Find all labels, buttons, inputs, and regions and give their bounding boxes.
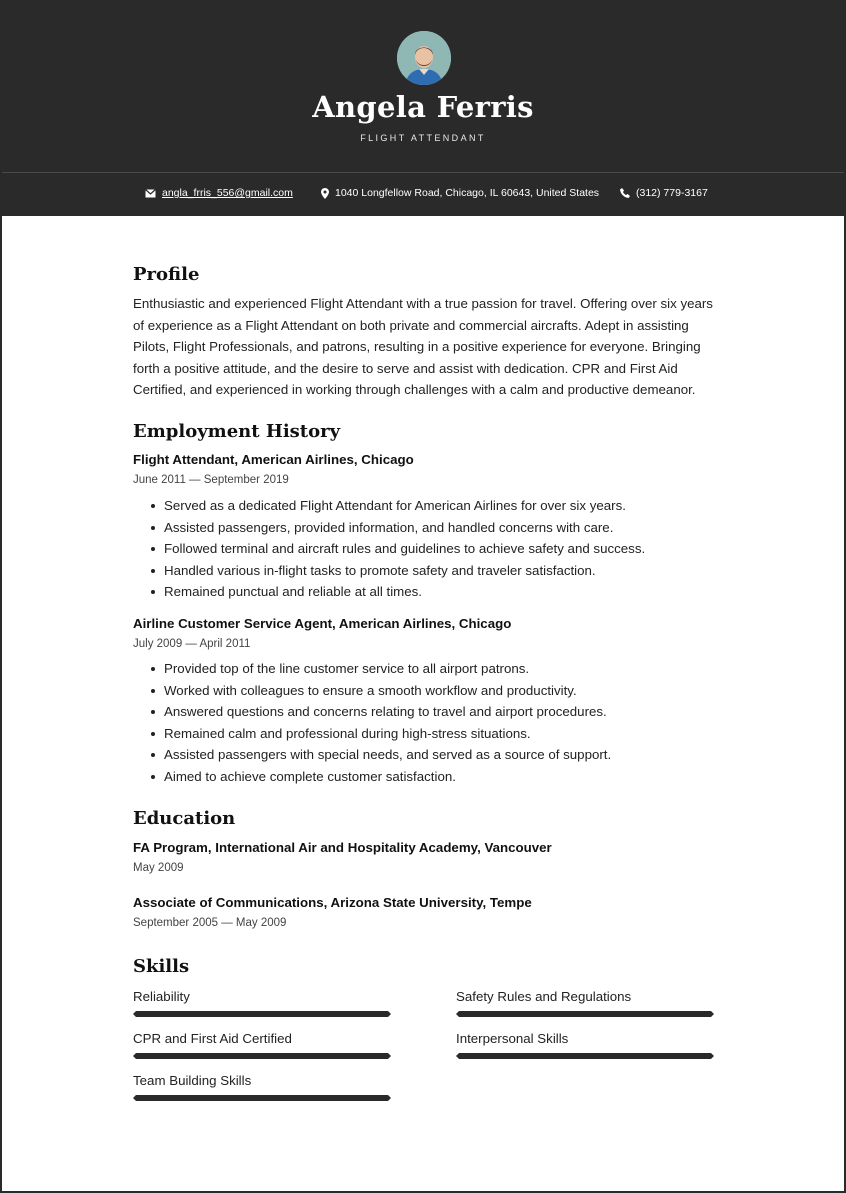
skill-item [456, 989, 714, 1017]
education-heading: Education [133, 808, 236, 829]
education-title: Associate of Communications, Arizona State University, Tempe [133, 895, 532, 910]
profile-line: Enthusiastic and experienced Flight Attendant with a true passion for travel. Offering over six years [133, 296, 713, 311]
skills-heading: Skills [133, 956, 190, 977]
profile-text [133, 293, 723, 401]
contact-address [321, 187, 599, 199]
address-text: 1040 Longfellow Road, Chicago, IL 60643, United States [335, 187, 600, 199]
profile-line: forth a positive attitude, and the desire to serve and assist with dedication. CPR and First Aid [133, 360, 678, 376]
avatar [397, 31, 451, 85]
skill-label: Safety Rules and Regulations [456, 989, 632, 1004]
list-item: Remained calm and professional during high-stress situations. [133, 723, 611, 745]
list-item: Served as a dedicated Flight Attendant for American Airlines for over six years. [133, 495, 645, 517]
skill-label: CPR and First Aid Certified [133, 1031, 292, 1046]
skill-item [133, 989, 391, 1017]
skill-level-bar [456, 1053, 714, 1059]
contact-bar [2, 172, 844, 216]
candidate-title: FLIGHT ATTENDANT [360, 133, 486, 143]
skill-item [133, 1073, 391, 1101]
list-item: Answered questions and concerns relating to travel and airport procedures. [133, 701, 611, 723]
skill-item [133, 1031, 391, 1059]
list-item: Followed terminal and aircraft rules and guidelines to achieve safety and success. [133, 538, 645, 560]
education-dates: September 2005 — May 2009 [133, 917, 287, 929]
profile-line: of experience as a Flight Attendant on both private and commercial aircrafts. Adept in assisting [133, 317, 689, 333]
job-dates: July 2009 — April 2011 [133, 638, 251, 650]
phone-text: (312) 779-3167 [636, 187, 708, 199]
resume-header [2, 2, 844, 172]
job-bullets [133, 658, 611, 788]
profile-line: Certified, and experienced in working through challenges with a calm and productive demeanor. [133, 382, 696, 398]
phone-icon [620, 188, 630, 198]
education-title: FA Program, International Air and Hospitality Academy, Vancouver [133, 840, 552, 855]
skill-label: Team Building Skills [133, 1073, 252, 1088]
email-link[interactable]: angla_frris_556@gmail.com [162, 187, 293, 199]
list-item: Assisted passengers, provided information, and handled concerns with care. [133, 517, 645, 539]
candidate-name: Angela Ferris [312, 90, 534, 124]
job-bullets [133, 495, 645, 603]
job-dates: June 2011 — September 2019 [133, 474, 289, 486]
education-dates: May 2009 [133, 862, 184, 874]
list-item: Handled various in-flight tasks to promote safety and traveler satisfaction. [133, 560, 645, 582]
skill-level-bar [133, 1053, 391, 1059]
skill-level-bar [133, 1095, 391, 1101]
skill-item [456, 1031, 714, 1059]
contact-email[interactable] [145, 187, 293, 199]
list-item: Provided top of the line customer service to all airport patrons. [133, 658, 611, 680]
job-title: Airline Customer Service Agent, American Airlines, Chicago [133, 616, 512, 631]
list-item: Worked with colleagues to ensure a smooth workflow and productivity. [133, 680, 611, 702]
contact-phone [620, 187, 708, 199]
mail-icon [145, 189, 156, 198]
employment-heading: Employment History [133, 421, 341, 442]
job-title: Flight Attendant, American Airlines, Chicago [133, 452, 414, 467]
skill-label: Reliability [133, 989, 190, 1004]
skill-level-bar [456, 1011, 714, 1017]
skill-label: Interpersonal Skills [456, 1031, 569, 1046]
person-portrait-icon [397, 31, 451, 85]
list-item: Remained punctual and reliable at all times. [133, 581, 645, 603]
location-pin-icon [321, 188, 329, 199]
profile-heading: Profile [133, 264, 200, 285]
list-item: Aimed to achieve complete customer satisfaction. [133, 766, 611, 788]
profile-line: Pilots, Flight Professionals, and patrons, resulting in a positive experience for everyone. Bringing [133, 339, 701, 355]
skill-level-bar [133, 1011, 391, 1017]
list-item: Assisted passengers with special needs, and served as a source of support. [133, 744, 611, 766]
